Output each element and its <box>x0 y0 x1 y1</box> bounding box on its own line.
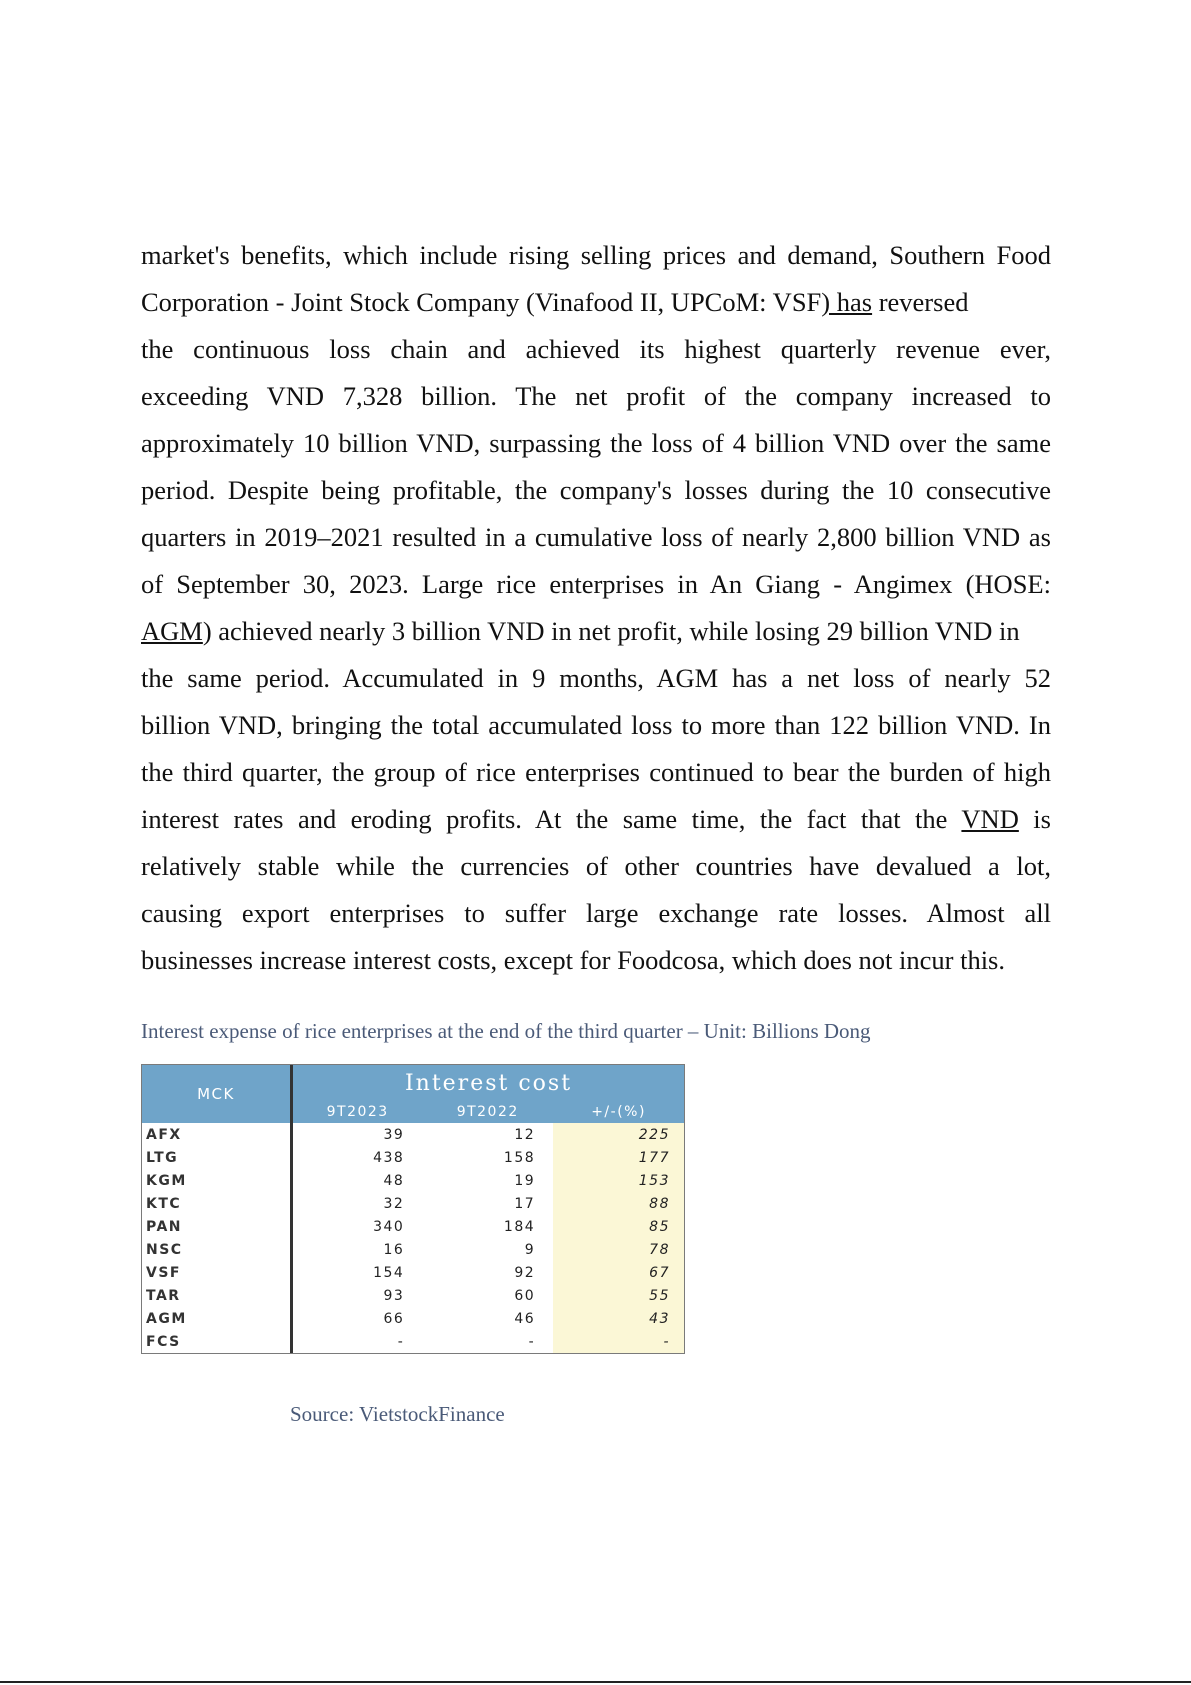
vnd-link[interactable]: VND <box>961 804 1019 834</box>
cell-9t2022: 158 <box>503 1149 536 1166</box>
table-row <box>142 1330 684 1353</box>
cell-code: AGM <box>142 1307 292 1330</box>
cell-code: TAR <box>142 1284 292 1307</box>
cell-9t2023: 66 <box>383 1310 405 1327</box>
cell-code: AFX <box>142 1123 292 1146</box>
cell-change: 153 <box>553 1169 684 1192</box>
cell-9t2023: 32 <box>383 1195 405 1212</box>
paragraph-line: quarters in 2019–2021 resulted in a cumulative loss of nearly 2,800 billion VND as <box>141 522 1051 552</box>
cell-change: 85 <box>553 1215 684 1238</box>
cell-code: LTG <box>142 1146 292 1169</box>
header-9t2023: 9T2023 <box>292 1101 423 1123</box>
cell-9t2022: 19 <box>514 1172 536 1189</box>
cell-9t2022: 184 <box>503 1218 536 1235</box>
cell-9t2022: - <box>528 1333 536 1350</box>
paragraph-line: approximately 10 billion VND, surpassing the loss of 4 billion VND over the same <box>141 428 1051 458</box>
cell-9t2022: 12 <box>514 1126 536 1143</box>
cell-9t2023: 39 <box>383 1126 405 1143</box>
paragraph-line <box>141 279 1051 326</box>
table-row <box>142 1146 684 1169</box>
paragraph-line: the continuous loss chain and achieved its highest quarterly revenue ever, <box>141 334 1051 364</box>
cell-change: 43 <box>553 1307 684 1330</box>
paragraph-text: is <box>1018 804 1051 834</box>
paragraph-line <box>141 608 1051 655</box>
table-caption: Interest expense of rice enterprises at the end of the third quarter – Unit: Billions Dong <box>141 1019 871 1043</box>
cell-change: 225 <box>553 1123 684 1146</box>
cell-9t2023: 154 <box>373 1264 405 1281</box>
table-row <box>142 1261 684 1284</box>
cell-code: NSC <box>142 1238 292 1261</box>
cell-code: FCS <box>142 1330 292 1353</box>
paragraph-line <box>141 796 1051 843</box>
cell-code: KTC <box>142 1192 292 1215</box>
table-row <box>142 1123 684 1146</box>
cell-change: - <box>553 1330 684 1353</box>
cell-9t2022: 60 <box>514 1287 536 1304</box>
table-row <box>142 1215 684 1238</box>
paragraph-line: of September 30, 2023. Large rice enterprises in An Giang - Angimex (HOSE: <box>141 569 1051 599</box>
table-row <box>142 1284 684 1307</box>
cell-9t2023: 340 <box>373 1218 405 1235</box>
header-interest-cost: Interest cost <box>292 1065 685 1101</box>
paragraph-text: interest rates and eroding profits. At the same time, the fact that the <box>141 804 962 834</box>
cell-code: KGM <box>142 1169 292 1192</box>
source-note: Source: VietstockFinance <box>290 1402 505 1426</box>
cell-9t2023: 93 <box>383 1287 405 1304</box>
cell-change: 55 <box>553 1284 684 1307</box>
cell-change: 177 <box>553 1146 684 1169</box>
paragraph-text: ) achieved nearly 3 billion VND in net profit, while losing 29 billion VND in <box>202 616 1020 646</box>
page-footer-divider <box>0 1681 1191 1683</box>
table-row <box>142 1169 684 1192</box>
table-row <box>142 1307 684 1330</box>
cell-change: 67 <box>553 1261 684 1284</box>
cell-9t2022: 9 <box>524 1241 536 1258</box>
cell-9t2022: 46 <box>514 1310 536 1327</box>
header-change-pct: +/-(%) <box>553 1101 684 1123</box>
interest-cost-table <box>141 1064 685 1354</box>
paragraph-line: exceeding VND 7,328 billion. The net profit of the company increased to <box>141 381 1051 411</box>
paragraph-line: relatively stable while the currencies of other countries have devalued a lot, <box>141 851 1051 881</box>
paragraph-line: billion VND, bringing the total accumulated loss to more than 122 billion VND. In <box>141 710 1051 740</box>
header-mck: MCK <box>142 1065 292 1123</box>
header-9t2022: 9T2022 <box>422 1101 553 1123</box>
cell-change: 78 <box>553 1238 684 1261</box>
paragraph-line: market's benefits, which include rising selling prices and demand, Southern Food <box>141 240 1051 270</box>
cell-code: PAN <box>142 1215 292 1238</box>
agm-link[interactable]: AGM <box>141 616 203 646</box>
table-row <box>142 1192 684 1215</box>
paragraph-text: Corporation - Joint Stock Company (Vinafood II, UPCoM: VSF <box>141 287 822 317</box>
cell-9t2023: - <box>397 1333 405 1350</box>
cell-9t2022: 92 <box>514 1264 536 1281</box>
table-row <box>142 1238 684 1261</box>
paragraph-line: the third quarter, the group of rice enterprises continued to bear the burden of high <box>141 757 1051 787</box>
cell-9t2023: 48 <box>383 1172 405 1189</box>
paragraph-line: causing export enterprises to suffer large exchange rate losses. Almost all <box>141 898 1051 928</box>
cell-code: VSF <box>142 1261 292 1284</box>
cell-9t2023: 438 <box>373 1149 405 1166</box>
vsf-link[interactable]: ) has <box>821 287 873 317</box>
paragraph-line: the same period. Accumulated in 9 months, AGM has a net loss of nearly 52 <box>141 663 1051 693</box>
paragraph-text: reversed <box>872 287 969 317</box>
cell-change: 88 <box>553 1192 684 1215</box>
article-paragraph <box>141 232 1051 984</box>
cell-9t2022: 17 <box>514 1195 536 1212</box>
paragraph-line: period. Despite being profitable, the company's losses during the 10 consecutive <box>141 475 1051 505</box>
paragraph-line: businesses increase interest costs, except for Foodcosa, which does not incur this. <box>141 945 1005 975</box>
cell-9t2023: 16 <box>383 1241 405 1258</box>
